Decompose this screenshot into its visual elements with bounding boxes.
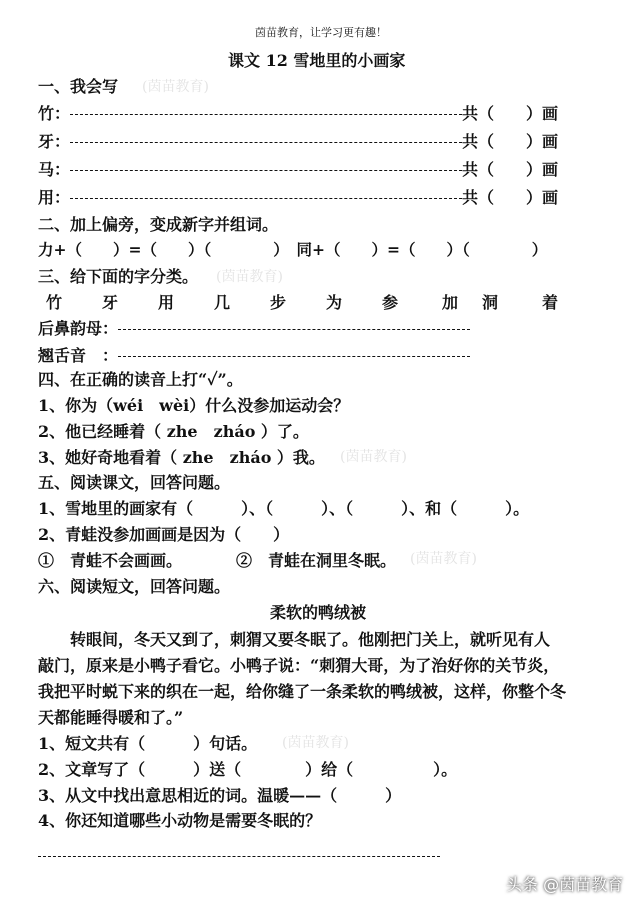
sec5-q2: 2、青蛙没参加画画是因为（ ） [38, 525, 290, 544]
watermark: (茵苗教育) [282, 735, 349, 751]
char-item: 几 [214, 293, 231, 312]
watermark: (茵苗教育) [216, 269, 283, 285]
row-tail: 共（ ）画 [462, 188, 559, 207]
char-item: 步 [270, 293, 287, 312]
row-char: 牙： [38, 132, 71, 151]
answer-line [38, 846, 440, 865]
sec5-heading: 五、阅读课文，回答问题。 [38, 473, 231, 492]
row-label: 翘舌音 ： [38, 346, 119, 365]
answer-line [70, 142, 462, 143]
watermark: (茵苗教育) [410, 551, 477, 567]
char-item: 竹 [46, 293, 63, 312]
sec4-q3: 3、她好奇地看着（ zhe zháo ）我。 [38, 448, 325, 467]
answer-line [118, 329, 470, 330]
sec4-q2: 2、他已经睡着（ zhe zháo ）了。 [38, 422, 309, 441]
sec6-q2: 2、文章写了（ ）送（ ）给（ ）。 [38, 760, 458, 779]
sec3-row-1 [38, 316, 470, 339]
sec2-heading: 二、加上偏旁，变成新字并组词。 [38, 215, 279, 234]
story-line-2: 敲门，原来是小鸭子看它。小鸭子说：“刺猬大哥，为了治好你的关节炎， [38, 656, 560, 675]
row-label: 后鼻韵母： [38, 319, 119, 338]
story-line-4: 天都能睡得暖和了。” [38, 708, 184, 727]
char-item: 为 [326, 293, 343, 312]
row-tail: 共（ ）画 [462, 160, 559, 179]
sec3-row-2 [38, 343, 470, 366]
page-title: 课文 12 雪地里的小画家 [228, 51, 406, 70]
page-header: 茵苗教育，让学习更有趣！ [255, 26, 387, 39]
watermark: (茵苗教育) [340, 449, 407, 465]
sec2-line: 力+（ ）=（ ）（ ） 同+（ ）=（ ）（ ） [38, 240, 548, 259]
sec4-heading: 四、在正确的读音上打“✓”。 [38, 370, 243, 389]
watermark: (茵苗教育) [142, 79, 209, 95]
sec6-heading: 六、阅读短文，回答问题。 [38, 577, 231, 596]
answer-line [118, 356, 470, 357]
sec6-q4: 4、你还知道哪些小动物是需要冬眠的？ [38, 811, 322, 830]
char-item: 牙 [102, 293, 119, 312]
sec1-row-1 [38, 101, 558, 124]
char-list [46, 290, 572, 313]
sec5-opt2: ② 青蛙在洞里冬眠。 [236, 551, 397, 570]
answer-dash [38, 856, 440, 857]
row-char: 马： [38, 160, 71, 179]
sec3-heading: 三、给下面的字分类。 [38, 267, 199, 286]
char-item: 参 [382, 293, 399, 312]
sec6-q3: 3、从文中找出意思相近的词。温暖——（ ） [38, 786, 402, 805]
sec1-row-3 [38, 157, 558, 180]
sec4-q1: 1、你为（wéi wèi）什么没参加运动会？ [38, 396, 350, 415]
row-char: 竹： [38, 104, 71, 123]
row-tail: 共（ ）画 [462, 104, 559, 123]
sec5-opt1: ① 青蛙不会画画。 [38, 551, 183, 570]
story-title: 柔软的鸭绒被 [270, 603, 367, 622]
sec6-q1: 1、短文共有（ ）句话。 [38, 734, 258, 753]
answer-line [70, 198, 462, 199]
char-item: 着 [542, 293, 559, 312]
char-item: 洞 [482, 293, 499, 312]
sec1-heading: 一、我会写 [38, 77, 119, 96]
sec1-row-2 [38, 129, 558, 152]
char-item: 加 [442, 293, 459, 312]
footer-watermark: 头条 @茵苗教育 [506, 875, 624, 894]
story-line-1: 转眼间，冬天又到了，刺猬又要冬眠了。他刚把门关上，就听见有人 [38, 630, 551, 649]
answer-line [70, 114, 462, 115]
row-tail: 共（ ）画 [462, 132, 559, 151]
answer-line [70, 170, 462, 171]
sec1-row-4 [38, 185, 558, 208]
row-char: 用： [38, 188, 71, 207]
story-line-3: 我把平时蜕下来的织在一起，给你缝了一条柔软的鸭绒被，这样，你整个冬 [38, 682, 567, 701]
char-item: 用 [158, 293, 175, 312]
sec5-q1: 1、雪地里的画家有（ ）、（ ）、（ ）、和（ ）。 [38, 499, 530, 518]
